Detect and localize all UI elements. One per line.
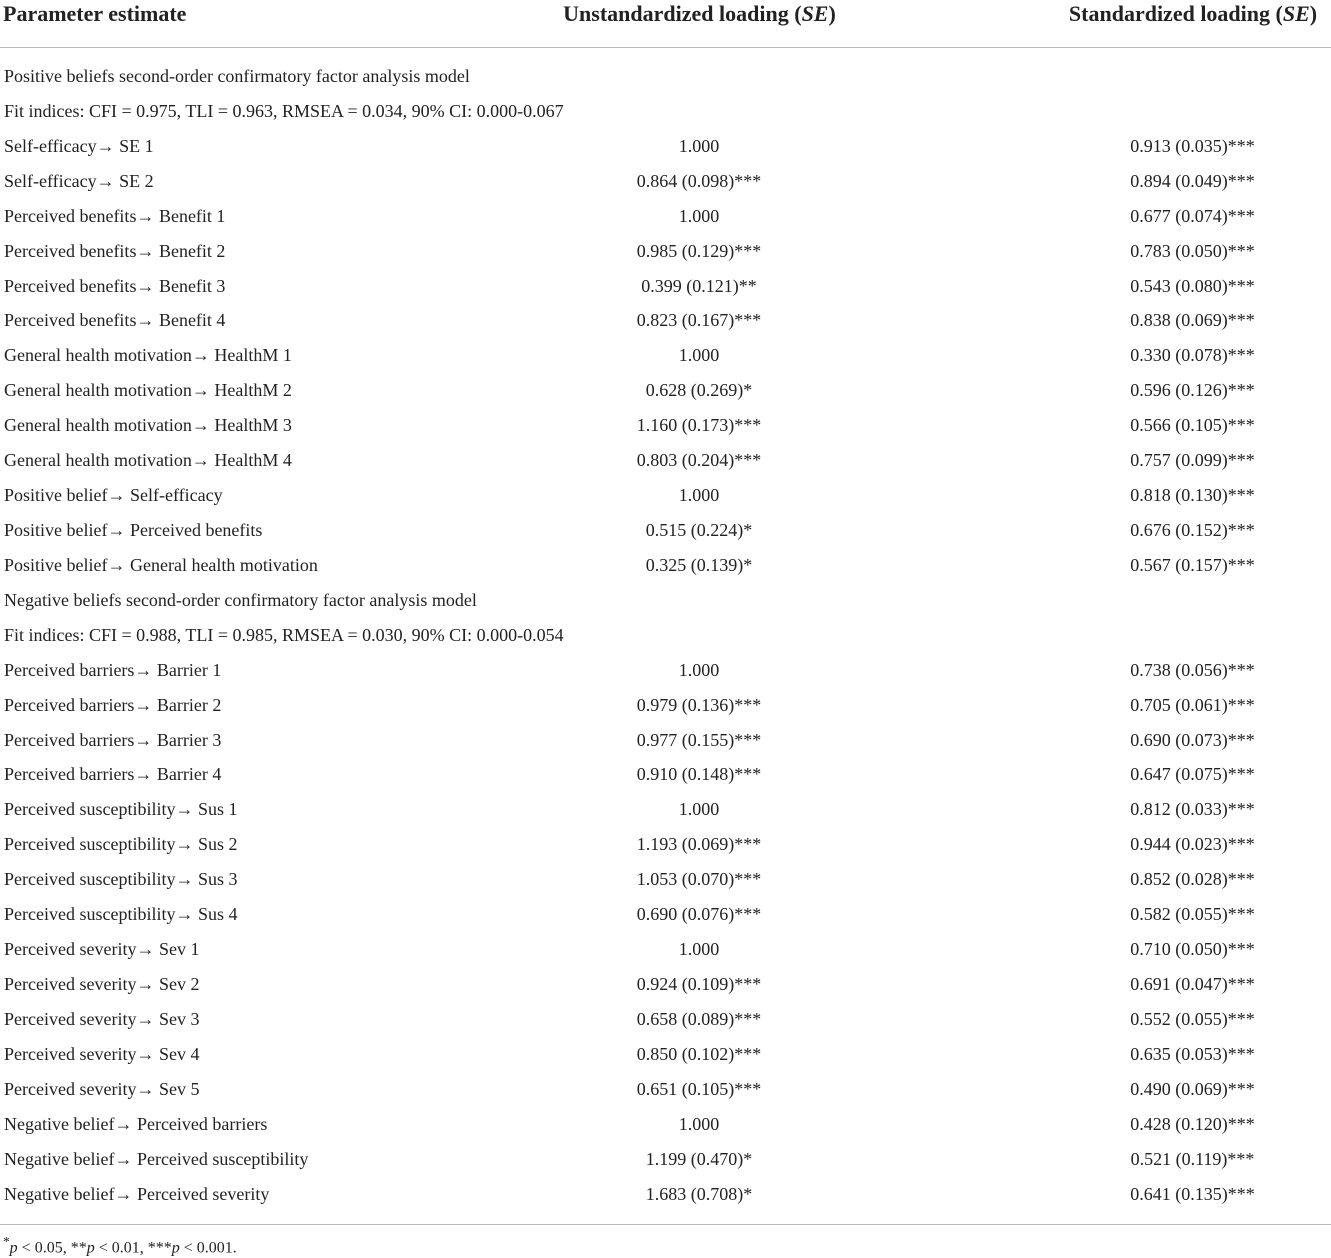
parameter-label: Self-efficacy→ SE 1	[4, 135, 154, 156]
standardized-value: 0.566 (0.105)***	[1130, 415, 1255, 436]
parameter-label: Perceived severity→ Sev 4	[4, 1043, 200, 1064]
unstandardized-value: 0.399 (0.121)**	[641, 275, 757, 296]
parameter-label: General health motivation→ HealthM 3	[4, 415, 292, 436]
unstandardized-value: 1.000	[678, 939, 720, 960]
table-row	[0, 933, 1331, 968]
table-row	[0, 270, 1331, 305]
unstandardized-value: 0.803 (0.204)***	[636, 450, 762, 471]
parameter-label: Perceived barriers→ Barrier 1	[4, 659, 222, 680]
table-row	[0, 1108, 1331, 1143]
table-row	[0, 200, 1331, 235]
section-label: Negative beliefs second-order confirmatory factor analysis model	[4, 589, 477, 610]
table-row	[0, 758, 1331, 793]
table-row	[0, 654, 1331, 689]
unstandardized-value: 1.193 (0.069)***	[636, 834, 762, 855]
unstandardized-value: 1.199 (0.470)*	[645, 1148, 753, 1169]
parameter-label: Positive belief→ Self-efficacy	[4, 485, 223, 506]
table-row	[0, 1038, 1331, 1073]
parameter-label: General health motivation→ HealthM 4	[4, 450, 292, 471]
unstandardized-value: 1.000	[678, 1113, 720, 1134]
header-unstandardized-loading: Unstandardized loading (SE)	[563, 1, 836, 26]
table-row	[0, 409, 1331, 444]
unstandardized-value: 1.053 (0.070)***	[636, 869, 762, 890]
table-row	[0, 1143, 1331, 1178]
unstandardized-value: 0.651 (0.105)***	[636, 1078, 762, 1099]
standardized-value: 0.894 (0.049)***	[1130, 170, 1255, 191]
standardized-value: 0.691 (0.047)***	[1130, 973, 1255, 994]
unstandardized-value: 0.690 (0.076)***	[636, 904, 762, 925]
standardized-value: 0.543 (0.080)***	[1130, 275, 1255, 296]
parameter-label: Perceived susceptibility→ Sus 2	[4, 834, 238, 855]
table-row	[0, 1003, 1331, 1038]
parameter-label: Negative belief→ Perceived barriers	[4, 1113, 268, 1134]
standardized-value: 0.330 (0.078)***	[1130, 345, 1255, 366]
unstandardized-value: 1.000	[678, 205, 720, 226]
table-row	[0, 374, 1331, 409]
standardized-value: 0.596 (0.126)***	[1130, 380, 1255, 401]
unstandardized-value: 0.910 (0.148)***	[636, 764, 762, 785]
standardized-value: 0.567 (0.157)***	[1130, 554, 1255, 575]
standardized-value: 0.521 (0.119)***	[1130, 1148, 1255, 1169]
unstandardized-value: 1.683 (0.708)*	[645, 1183, 753, 1204]
standardized-value: 0.635 (0.053)***	[1130, 1043, 1255, 1064]
unstandardized-value: 0.977 (0.155)***	[636, 729, 762, 750]
parameter-label: General health motivation→ HealthM 1	[4, 345, 292, 366]
table-row	[0, 339, 1331, 374]
parameter-label: Perceived susceptibility→ Sus 3	[4, 869, 238, 890]
parameter-label: Perceived severity→ Sev 3	[4, 1008, 200, 1029]
table-row	[0, 514, 1331, 549]
standardized-value: 0.812 (0.033)***	[1130, 799, 1255, 820]
parameter-label: Perceived susceptibility→ Sus 4	[4, 904, 238, 925]
table-row	[0, 304, 1331, 339]
standardized-value: 0.582 (0.055)***	[1130, 904, 1255, 925]
standardized-value: 0.552 (0.055)***	[1130, 1008, 1255, 1029]
table-row	[0, 793, 1331, 828]
section-row	[0, 95, 1331, 130]
table-row	[0, 1073, 1331, 1108]
unstandardized-value: 0.985 (0.129)***	[636, 240, 762, 261]
standardized-value: 0.738 (0.056)***	[1130, 659, 1255, 680]
section-label: Fit indices: CFI = 0.988, TLI = 0.985, RMSEA = 0.030, 90% CI: 0.000-0.054	[4, 624, 564, 645]
section-label: Fit indices: CFI = 0.975, TLI = 0.963, RMSEA = 0.034, 90% CI: 0.000-0.067	[4, 100, 564, 121]
standardized-value: 0.838 (0.069)***	[1130, 310, 1255, 331]
unstandardized-value: 1.160 (0.173)***	[636, 415, 762, 436]
table-row	[0, 968, 1331, 1003]
standardized-value: 0.690 (0.073)***	[1130, 729, 1255, 750]
standardized-value: 0.944 (0.023)***	[1130, 834, 1255, 855]
standardized-value: 0.490 (0.069)***	[1130, 1078, 1255, 1099]
unstandardized-value: 0.325 (0.139)*	[645, 554, 753, 575]
table-row	[0, 235, 1331, 270]
unstandardized-value: 0.924 (0.109)***	[636, 973, 762, 994]
standardized-value: 0.783 (0.050)***	[1130, 240, 1255, 261]
unstandardized-value: 0.515 (0.224)*	[645, 519, 753, 540]
section-row	[0, 584, 1331, 619]
section-label: Positive beliefs second-order confirmatory factor analysis model	[4, 66, 470, 86]
parameter-label: Perceived susceptibility→ Sus 1	[4, 799, 238, 820]
standardized-value: 0.705 (0.061)***	[1130, 694, 1255, 715]
table-row	[0, 130, 1331, 165]
parameter-label: Negative belief→ Perceived severity	[4, 1183, 270, 1204]
parameter-label: Positive belief→ Perceived benefits	[4, 519, 263, 540]
standardized-value: 0.710 (0.050)***	[1130, 939, 1255, 960]
parameter-label: Perceived barriers→ Barrier 2	[4, 694, 222, 715]
table-row	[0, 549, 1331, 584]
parameter-label: Negative belief→ Perceived susceptibility	[4, 1148, 309, 1169]
table-header	[0, 0, 1331, 48]
table-row	[0, 479, 1331, 514]
table-row	[0, 165, 1331, 200]
unstandardized-value: 0.658 (0.089)***	[636, 1008, 762, 1029]
table-bottom-rule	[0, 1224, 1331, 1225]
header-standardized-loading: Standardized loading (SE)	[1068, 1, 1318, 26]
table-row	[0, 689, 1331, 724]
table-row	[0, 724, 1331, 759]
parameter-label: Perceived severity→ Sev 5	[4, 1078, 200, 1099]
unstandardized-value: 0.979 (0.136)***	[636, 694, 762, 715]
parameter-label: Perceived severity→ Sev 2	[4, 973, 200, 994]
unstandardized-value: 0.823 (0.167)***	[636, 310, 762, 331]
standardized-value: 0.428 (0.120)***	[1130, 1113, 1255, 1134]
table-row	[0, 828, 1331, 863]
parameter-label: Perceived benefits→ Benefit 4	[4, 310, 226, 331]
unstandardized-value: 1.000	[678, 659, 720, 680]
standardized-value: 0.852 (0.028)***	[1130, 869, 1255, 890]
standardized-value: 0.677 (0.074)***	[1130, 205, 1255, 226]
parameter-label: Perceived benefits→ Benefit 1	[4, 205, 226, 226]
unstandardized-value: 0.850 (0.102)***	[636, 1043, 762, 1064]
parameter-label: Perceived barriers→ Barrier 3	[4, 729, 222, 750]
standardized-value: 0.676 (0.152)***	[1130, 519, 1255, 540]
unstandardized-value: 0.628 (0.269)*	[645, 380, 753, 401]
table-row	[0, 444, 1331, 479]
parameter-label: Perceived severity→ Sev 1	[4, 939, 200, 960]
unstandardized-value: 0.864 (0.098)***	[636, 170, 762, 191]
unstandardized-value: 1.000	[678, 799, 720, 820]
section-row	[0, 619, 1331, 654]
standardized-value: 0.647 (0.075)***	[1130, 764, 1255, 785]
table-body	[0, 60, 1331, 1212]
standardized-value: 0.818 (0.130)***	[1130, 485, 1255, 506]
parameter-label: Perceived benefits→ Benefit 3	[4, 275, 226, 296]
table-row	[0, 898, 1331, 933]
parameter-label: Perceived benefits→ Benefit 2	[4, 240, 226, 261]
unstandardized-value: 1.000	[678, 135, 720, 156]
parameter-label: Perceived barriers→ Barrier 4	[4, 764, 222, 785]
unstandardized-value: 1.000	[678, 485, 720, 506]
significance-footnote: *p < 0.05, **p < 0.01, ***p < 0.001.	[3, 1234, 237, 1257]
section-row	[0, 60, 1331, 95]
table-row	[0, 863, 1331, 898]
parameter-label: Positive belief→ General health motivation	[4, 554, 318, 575]
unstandardized-value: 1.000	[678, 345, 720, 366]
standardized-value: 0.757 (0.099)***	[1130, 450, 1255, 471]
parameter-label: General health motivation→ HealthM 2	[4, 380, 292, 401]
header-parameter-estimate: Parameter estimate	[3, 1, 187, 26]
standardized-value: 0.641 (0.135)***	[1130, 1183, 1255, 1204]
table-row	[0, 1178, 1331, 1213]
standardized-value: 0.913 (0.035)***	[1130, 135, 1255, 156]
parameter-label: Self-efficacy→ SE 2	[4, 170, 154, 191]
